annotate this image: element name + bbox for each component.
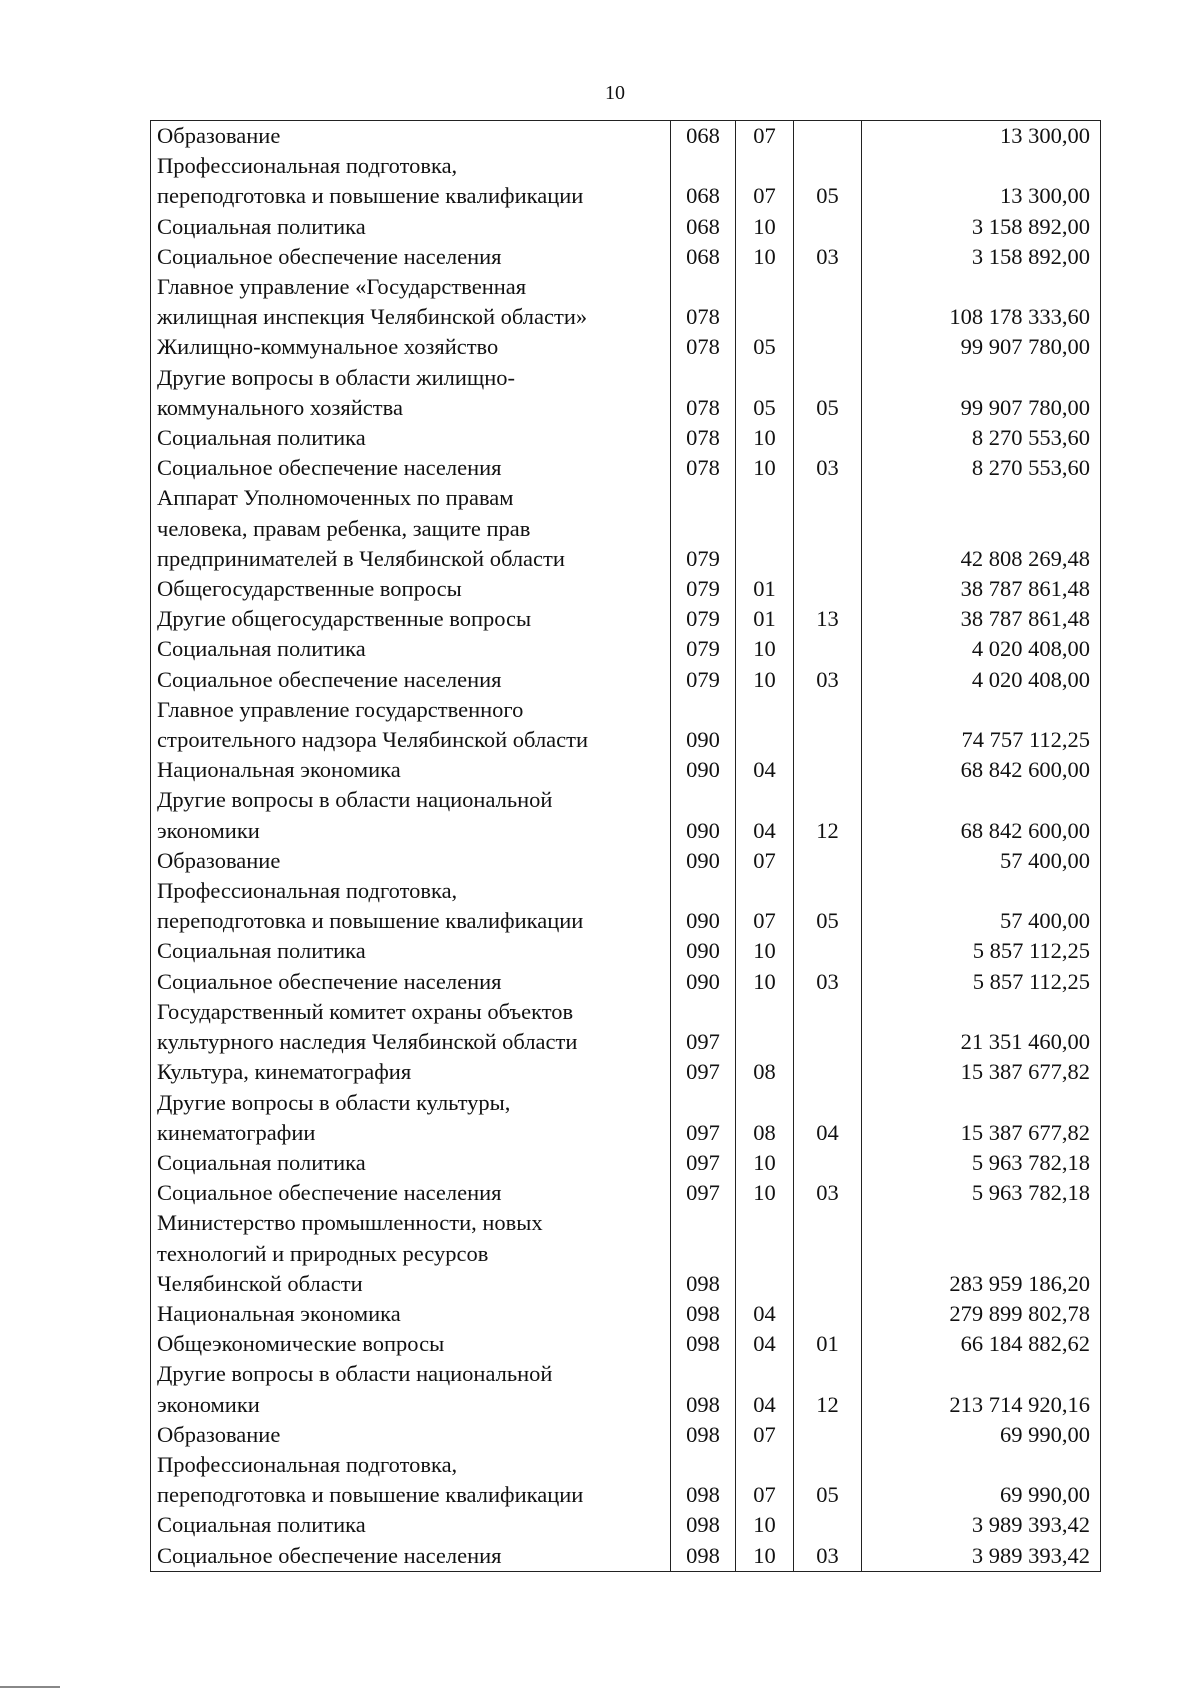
amount-cell: 38 787 861,48 (862, 574, 1101, 604)
section-code-cell: 10 (736, 634, 794, 664)
section-code-cell (736, 272, 794, 332)
row-name-cell (151, 1088, 671, 1148)
admin-code-cell: 079 (671, 574, 736, 604)
admin-code-cell: 097 (671, 997, 736, 1057)
subsection-code-cell (794, 1510, 862, 1540)
amount-cell: 13 300,00 (862, 121, 1101, 152)
admin-code-cell: 078 (671, 453, 736, 483)
row-name-cell (151, 634, 671, 664)
admin-code-cell: 068 (671, 242, 736, 272)
table-row (151, 755, 1101, 785)
section-code-cell: 08 (736, 1088, 794, 1148)
section-code-cell: 07 (736, 1450, 794, 1510)
section-code-cell: 10 (736, 1510, 794, 1540)
amount-cell: 57 400,00 (862, 846, 1101, 876)
subsection-code-cell (794, 212, 862, 242)
subsection-code-cell (794, 695, 862, 755)
row-name-cell (151, 1057, 671, 1087)
row-name-cell (151, 212, 671, 242)
row-name-line: Общеэкономические вопросы (157, 1331, 445, 1357)
admin-code-cell: 078 (671, 272, 736, 332)
row-name-line: Образование (157, 1421, 281, 1447)
subsection-code-cell: 03 (794, 967, 862, 997)
table-row (151, 876, 1101, 936)
subsection-code-cell: 05 (794, 151, 862, 211)
admin-code-cell: 098 (671, 1299, 736, 1329)
admin-code-cell: 090 (671, 695, 736, 755)
admin-code-cell: 098 (671, 1208, 736, 1299)
subsection-code-cell: 03 (794, 453, 862, 483)
subsection-code-cell (794, 634, 862, 664)
row-name-cell (151, 1510, 671, 1540)
amount-cell: 279 899 802,78 (862, 1299, 1101, 1329)
row-name-line: Социальное обеспечение населения (157, 666, 502, 692)
row-name-line: Челябинской области (157, 1270, 363, 1296)
amount-cell: 3 989 393,42 (862, 1541, 1101, 1572)
admin-code-cell: 090 (671, 785, 736, 845)
admin-code-cell: 098 (671, 1510, 736, 1540)
row-name-cell (151, 1541, 671, 1572)
section-code-cell: 07 (736, 151, 794, 211)
amount-cell: 3 158 892,00 (862, 212, 1101, 242)
admin-code-cell: 078 (671, 423, 736, 453)
table-row (151, 151, 1101, 211)
row-name-cell (151, 483, 671, 574)
subsection-code-cell (794, 574, 862, 604)
amount-cell: 8 270 553,60 (862, 453, 1101, 483)
row-name-line: Социальная политика (157, 636, 366, 662)
row-name-cell (151, 121, 671, 152)
row-name-cell (151, 876, 671, 936)
table-row (151, 242, 1101, 272)
row-name-cell (151, 423, 671, 453)
section-code-cell: 01 (736, 574, 794, 604)
amount-cell: 66 184 882,62 (862, 1329, 1101, 1359)
table-row (151, 997, 1101, 1057)
subsection-code-cell (794, 846, 862, 876)
row-name-line: переподготовка и повышение квалификации (157, 1482, 584, 1508)
admin-code-cell: 079 (671, 604, 736, 634)
admin-code-cell: 098 (671, 1359, 736, 1419)
row-name-line: коммунального хозяйства (157, 394, 403, 420)
subsection-code-cell: 05 (794, 363, 862, 423)
table-row (151, 121, 1101, 152)
amount-cell: 57 400,00 (862, 876, 1101, 936)
section-code-cell: 10 (736, 423, 794, 453)
row-name-cell (151, 695, 671, 755)
amount-cell: 68 842 600,00 (862, 785, 1101, 845)
table-row (151, 665, 1101, 695)
table-row (151, 1057, 1101, 1087)
row-name-line: Социальная политика (157, 213, 366, 239)
section-code-cell: 04 (736, 1359, 794, 1419)
row-name-line: кинематографии (157, 1119, 316, 1145)
row-name-cell (151, 1420, 671, 1450)
row-name-line: переподготовка и повышение квалификации (157, 183, 584, 209)
table-row (151, 1329, 1101, 1359)
row-name-line: Главное управление государственного (157, 696, 524, 722)
table-row (151, 1088, 1101, 1148)
amount-cell: 68 842 600,00 (862, 755, 1101, 785)
section-code-cell (736, 695, 794, 755)
table-row (151, 1541, 1101, 1572)
section-code-cell: 10 (736, 1541, 794, 1572)
amount-cell: 283 959 186,20 (862, 1208, 1101, 1299)
section-code-cell: 07 (736, 876, 794, 936)
row-name-line: Социальная политика (157, 1149, 366, 1175)
subsection-code-cell: 12 (794, 785, 862, 845)
admin-code-cell: 097 (671, 1178, 736, 1208)
amount-cell: 5 963 782,18 (862, 1178, 1101, 1208)
table-row (151, 272, 1101, 332)
amount-cell: 4 020 408,00 (862, 634, 1101, 664)
table-row (151, 634, 1101, 664)
row-name-cell (151, 1359, 671, 1419)
section-code-cell: 08 (736, 1057, 794, 1087)
section-code-cell: 04 (736, 1329, 794, 1359)
amount-cell: 69 990,00 (862, 1420, 1101, 1450)
row-name-line: переподготовка и повышение квалификации (157, 908, 584, 934)
subsection-code-cell (794, 755, 862, 785)
section-code-cell: 10 (736, 1148, 794, 1178)
subsection-code-cell (794, 332, 862, 362)
budget-table-body (151, 121, 1101, 1572)
admin-code-cell: 098 (671, 1450, 736, 1510)
row-name-line: Образование (157, 847, 281, 873)
row-name-line: Социальное обеспечение населения (157, 243, 502, 269)
admin-code-cell: 090 (671, 936, 736, 966)
row-name-cell (151, 1208, 671, 1299)
row-name-line: человека, правам ребенка, защите прав (157, 515, 531, 541)
section-code-cell: 10 (736, 967, 794, 997)
row-name-line: Другие вопросы в области национальной (157, 1361, 553, 1387)
table-row (151, 332, 1101, 362)
row-name-cell (151, 967, 671, 997)
admin-code-cell: 078 (671, 363, 736, 423)
row-name-cell (151, 1299, 671, 1329)
amount-cell: 5 857 112,25 (862, 967, 1101, 997)
row-name-line: предпринимателей в Челябинской области (157, 545, 565, 571)
row-name-line: Социальная политика (157, 425, 366, 451)
row-name-line: Культура, кинематография (157, 1059, 412, 1085)
subsection-code-cell: 01 (794, 1329, 862, 1359)
admin-code-cell: 097 (671, 1148, 736, 1178)
subsection-code-cell (794, 1299, 862, 1329)
row-name-line: Другие вопросы в области жилищно- (157, 364, 516, 390)
table-row (151, 423, 1101, 453)
table-row (151, 604, 1101, 634)
amount-cell: 69 990,00 (862, 1450, 1101, 1510)
table-row (151, 1420, 1101, 1450)
section-code-cell: 01 (736, 604, 794, 634)
row-name-line: Главное управление «Государственная (157, 274, 527, 300)
amount-cell: 42 808 269,48 (862, 483, 1101, 574)
row-name-line: Национальная экономика (157, 1300, 401, 1326)
table-row (151, 1450, 1101, 1510)
amount-cell: 108 178 333,60 (862, 272, 1101, 332)
section-code-cell: 04 (736, 785, 794, 845)
amount-cell: 5 857 112,25 (862, 936, 1101, 966)
amount-cell: 38 787 861,48 (862, 604, 1101, 634)
row-name-cell (151, 785, 671, 845)
amount-cell: 3 158 892,00 (862, 242, 1101, 272)
section-code-cell: 07 (736, 846, 794, 876)
section-code-cell (736, 1208, 794, 1299)
table-row (151, 212, 1101, 242)
row-name-cell (151, 1178, 671, 1208)
table-row (151, 1359, 1101, 1419)
amount-cell: 99 907 780,00 (862, 363, 1101, 423)
row-name-cell (151, 755, 671, 785)
admin-code-cell: 090 (671, 967, 736, 997)
row-name-line: Национальная экономика (157, 757, 401, 783)
admin-code-cell: 078 (671, 332, 736, 362)
row-name-line: Другие вопросы в области культуры, (157, 1089, 511, 1115)
row-name-cell (151, 1329, 671, 1359)
amount-cell: 213 714 920,16 (862, 1359, 1101, 1419)
section-code-cell: 10 (736, 453, 794, 483)
subsection-code-cell (794, 483, 862, 574)
amount-cell: 15 387 677,82 (862, 1057, 1101, 1087)
subsection-code-cell (794, 1420, 862, 1450)
subsection-code-cell: 03 (794, 1541, 862, 1572)
row-name-line: технологий и природных ресурсов (157, 1240, 489, 1266)
table-row (151, 1208, 1101, 1299)
table-row (151, 453, 1101, 483)
row-name-line: жилищная инспекция Челябинской области» (157, 304, 588, 330)
row-name-cell (151, 665, 671, 695)
row-name-line: Профессиональная подготовка, (157, 878, 458, 904)
section-code-cell: 07 (736, 121, 794, 152)
section-code-cell: 05 (736, 332, 794, 362)
table-row (151, 363, 1101, 423)
row-name-cell (151, 272, 671, 332)
row-name-line: Социальное обеспечение населения (157, 1542, 502, 1568)
subsection-code-cell (794, 1148, 862, 1178)
table-row (151, 936, 1101, 966)
amount-cell: 99 907 780,00 (862, 332, 1101, 362)
section-code-cell: 10 (736, 242, 794, 272)
subsection-code-cell: 04 (794, 1088, 862, 1148)
row-name-line: строительного надзора Челябинской области (157, 727, 589, 753)
admin-code-cell: 097 (671, 1057, 736, 1087)
admin-code-cell: 068 (671, 151, 736, 211)
subsection-code-cell: 03 (794, 242, 862, 272)
row-name-cell (151, 363, 671, 423)
row-name-line: Жилищно-коммунальное хозяйство (157, 334, 499, 360)
subsection-code-cell: 03 (794, 1178, 862, 1208)
amount-cell: 21 351 460,00 (862, 997, 1101, 1057)
subsection-code-cell: 13 (794, 604, 862, 634)
admin-code-cell: 068 (671, 212, 736, 242)
row-name-cell (151, 332, 671, 362)
table-row (151, 1510, 1101, 1540)
subsection-code-cell (794, 997, 862, 1057)
budget-table (150, 120, 1101, 1572)
amount-cell: 5 963 782,18 (862, 1148, 1101, 1178)
row-name-cell (151, 1148, 671, 1178)
subsection-code-cell (794, 1208, 862, 1299)
table-row (151, 1148, 1101, 1178)
subsection-code-cell: 12 (794, 1359, 862, 1419)
row-name-line: Другие общегосударственные вопросы (157, 606, 532, 632)
amount-cell: 8 270 553,60 (862, 423, 1101, 453)
amount-cell: 74 757 112,25 (862, 695, 1101, 755)
subsection-code-cell (794, 423, 862, 453)
row-name-line: Социальная политика (157, 1512, 366, 1538)
page-number: 10 (605, 82, 625, 104)
admin-code-cell: 079 (671, 665, 736, 695)
row-name-line: Профессиональная подготовка, (157, 153, 458, 179)
admin-code-cell: 090 (671, 846, 736, 876)
subsection-code-cell: 05 (794, 1450, 862, 1510)
table-row (151, 785, 1101, 845)
row-name-line: Социальное обеспечение населения (157, 968, 502, 994)
row-name-line: Социальное обеспечение населения (157, 455, 502, 481)
section-code-cell: 07 (736, 1420, 794, 1450)
admin-code-cell: 079 (671, 483, 736, 574)
row-name-cell (151, 453, 671, 483)
table-row (151, 1299, 1101, 1329)
footer-mark (0, 1686, 60, 1688)
row-name-line: экономики (157, 817, 260, 843)
admin-code-cell: 098 (671, 1541, 736, 1572)
table-row (151, 483, 1101, 574)
admin-code-cell: 098 (671, 1420, 736, 1450)
table-row (151, 695, 1101, 755)
admin-code-cell: 068 (671, 121, 736, 152)
row-name-cell (151, 1450, 671, 1510)
row-name-line: Государственный комитет охраны объектов (157, 998, 574, 1024)
row-name-line: Другие вопросы в области национальной (157, 787, 553, 813)
section-code-cell: 04 (736, 755, 794, 785)
section-code-cell (736, 483, 794, 574)
row-name-line: экономики (157, 1391, 260, 1417)
row-name-cell (151, 846, 671, 876)
admin-code-cell: 090 (671, 755, 736, 785)
subsection-code-cell: 03 (794, 665, 862, 695)
row-name-line: Образование (157, 123, 281, 148)
budget-table-wrapper (150, 120, 1100, 1572)
table-row (151, 1178, 1101, 1208)
section-code-cell: 10 (736, 1178, 794, 1208)
table-row (151, 574, 1101, 604)
section-code-cell: 05 (736, 363, 794, 423)
amount-cell: 3 989 393,42 (862, 1510, 1101, 1540)
row-name-cell (151, 936, 671, 966)
table-row (151, 967, 1101, 997)
table-row (151, 846, 1101, 876)
section-code-cell: 10 (736, 212, 794, 242)
admin-code-cell: 098 (671, 1329, 736, 1359)
section-code-cell: 10 (736, 665, 794, 695)
section-code-cell: 04 (736, 1299, 794, 1329)
amount-cell: 4 020 408,00 (862, 665, 1101, 695)
section-code-cell: 10 (736, 936, 794, 966)
subsection-code-cell (794, 272, 862, 332)
row-name-line: Общегосударственные вопросы (157, 576, 462, 602)
section-code-cell (736, 997, 794, 1057)
row-name-cell (151, 604, 671, 634)
row-name-cell (151, 574, 671, 604)
subsection-code-cell (794, 121, 862, 152)
row-name-line: культурного наследия Челябинской области (157, 1029, 578, 1055)
subsection-code-cell: 05 (794, 876, 862, 936)
admin-code-cell: 097 (671, 1088, 736, 1148)
admin-code-cell: 079 (671, 634, 736, 664)
row-name-line: Профессиональная подготовка, (157, 1451, 458, 1477)
row-name-cell (151, 151, 671, 211)
row-name-line: Министерство промышленности, новых (157, 1210, 543, 1236)
amount-cell: 15 387 677,82 (862, 1088, 1101, 1148)
row-name-cell (151, 242, 671, 272)
row-name-line: Социальная политика (157, 938, 366, 964)
amount-cell: 13 300,00 (862, 151, 1101, 211)
subsection-code-cell (794, 1057, 862, 1087)
row-name-line: Аппарат Уполномоченных по правам (157, 485, 514, 511)
admin-code-cell: 090 (671, 876, 736, 936)
subsection-code-cell (794, 936, 862, 966)
row-name-cell (151, 997, 671, 1057)
row-name-line: Социальное обеспечение населения (157, 1180, 502, 1206)
